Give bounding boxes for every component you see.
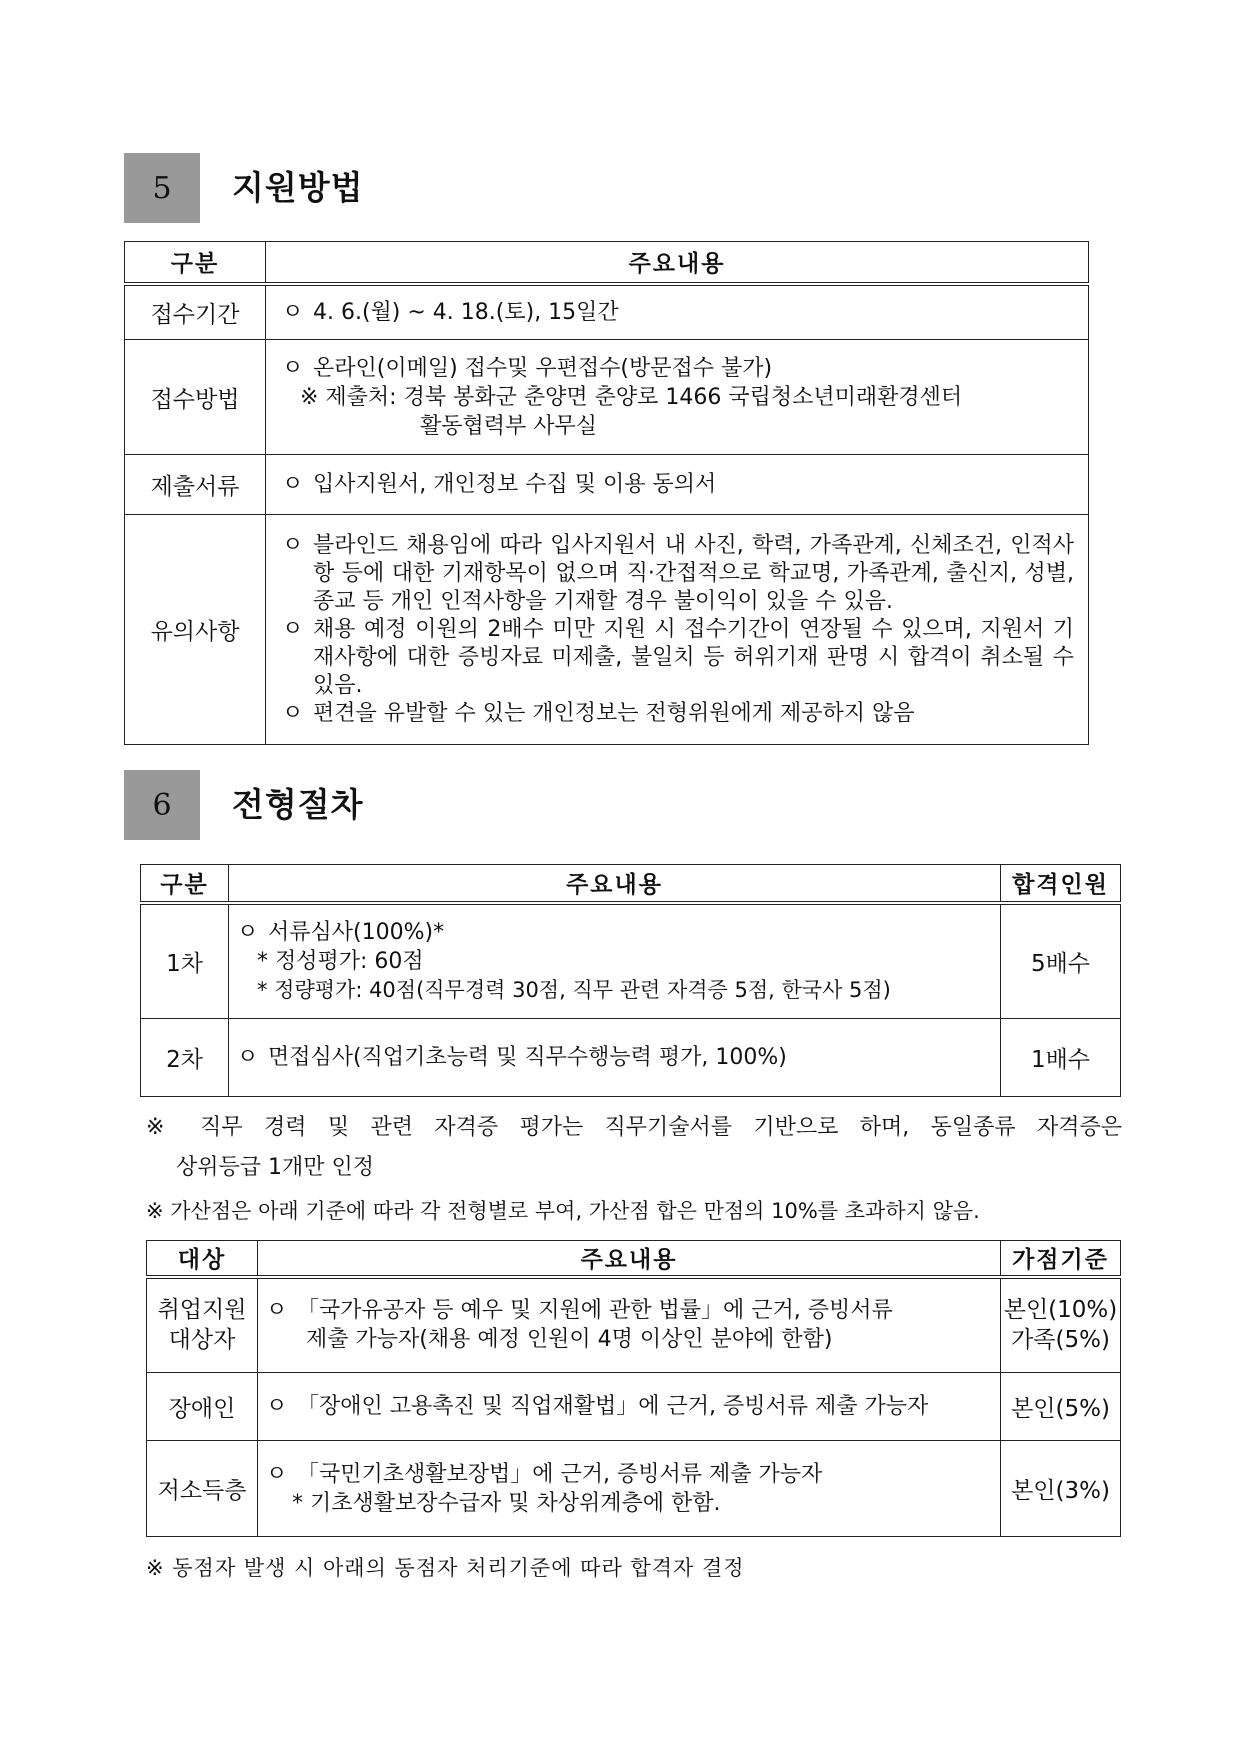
bonus-content: 제출 가능자(채용 예정 인원이 4명 이상인 분야에 한함)	[306, 1327, 833, 1353]
table-row: 유의사항 ㅇ 블라인드 채용임에 따라 입사지원서 내 사진, 학력, 가족관계, 신체조건, 인적사항 등에 대한 기재항목이 없으며 직·간접적으로 학교명, 가족관계, 출신지, 성별, 종교 등 개인 인적사항을 기재할 경우 불이익이 있을 수 있음. ㅇ 채용 예정 이원의 2배수 미만 지원 시 접수기간이 연장될 수 있으며, 지원서 기재사항에 대한 증빙자료 미제출, 불일치 등 허위기재 판명 시 합격이 취소될 수 있음. ㅇ 편견을 유발할 수 있는 개인정보는 전형위원에게 제공하지 않음	[125, 515, 1089, 745]
column-header-target: 대상	[147, 1241, 258, 1277]
note-tie-breaking: ※ 동점자 발생 시 아래의 동점자 처리기준에 따라 합격자 결정	[146, 1556, 745, 1580]
table-row: 2차 ㅇ 면접심사(직업기초능력 및 직무수행능력 평가, 100%) 1배수	[141, 1019, 1121, 1097]
selection-procedure-table	[140, 864, 1121, 1097]
target-label: 저소득층	[147, 1441, 258, 1537]
row-label: 제출서류	[125, 455, 266, 515]
interview-screening: 면접심사(직업기초능력 및 직무수행능력 평가, 100%)	[268, 1045, 787, 1070]
section-6-title: 전형절차	[232, 785, 364, 824]
quantitative-score: * 정량평가: 40점(직무경력 30점, 직무 관련 자격증 5점, 한국사 5점)	[257, 977, 891, 1002]
section-6-heading	[124, 770, 724, 840]
application-method-table	[124, 241, 1089, 745]
bonus-content: 「국민기초생활보장법」에 근거, 증빙서류 제출 가능자	[297, 1461, 823, 1487]
target-label: 장애인	[147, 1373, 258, 1441]
column-header-category: 구분	[141, 865, 229, 903]
note-bonus-points: ※ 가산점은 아래 기준에 따라 각 전형별로 부여, 가산점 합은 만점의 10%를 초과하지 않음.	[146, 1199, 980, 1223]
column-header-criteria: 가점기준	[1001, 1241, 1121, 1277]
column-header-content: 주요내용	[266, 242, 1089, 284]
bonus-content: 「국가유공자 등 예우 및 지원에 관한 법률」에 근거, 증빙서류	[297, 1298, 893, 1324]
bonus-points-table	[146, 1240, 1121, 1537]
row-label: 접수방법	[125, 340, 266, 455]
section-5-number: 5	[124, 153, 200, 223]
method-text: 온라인(이메일) 접수및 우편접수(방문접수 불가)	[313, 355, 773, 381]
submission-office: 활동협력부 사무실	[420, 413, 598, 439]
bonus-criteria: 본인(3%)	[1001, 1441, 1121, 1537]
period-text: 4. 6.(월) ~ 4. 18.(토), 15일간	[313, 299, 619, 325]
column-header-content: 주요내용	[258, 1241, 1001, 1277]
caution-item: 채용 예정 이원의 2배수 미만 지원 시 접수기간이 연장될 수 있으며, 지원서 기재사항에 대한 증빙자료 미제출, 불일치 등 허위기재 판명 시 합격이 취소될 수 있음.	[313, 616, 1074, 698]
qualitative-score: * 정성평가: 60점	[257, 948, 424, 974]
table-row: 접수방법 ㅇ 온라인(이메일) 접수및 우편접수(방문접수 불가) ※ 제출처: 경북 봉화군 춘양면 춘양로 1466 국립청소년미래환경센터 활동협력부 사무실	[125, 340, 1089, 455]
table-row: 1차 ㅇ 서류심사(100%)* * 정성평가: 60점 * 정량평가: 40점(직무경력 30점, 직무 관련 자격증 5점, 한국사 5점) 5배수	[141, 903, 1121, 1019]
section-5-heading	[124, 153, 724, 223]
row-label: 2차	[141, 1019, 229, 1097]
target-label: 대상자	[168, 1327, 236, 1354]
submission-address: ※ 제출처: 경북 봉화군 춘양면 춘양로 1466 국립청소년미래환경센터	[300, 384, 963, 410]
column-header-pass-count: 합격인원	[1001, 865, 1121, 903]
section-5-title: 지원방법	[232, 168, 364, 207]
pass-count: 1배수	[1001, 1019, 1121, 1097]
table-row: 제출서류 ㅇ 입사지원서, 개인정보 수집 및 이용 동의서	[125, 455, 1089, 515]
pass-count: 5배수	[1001, 903, 1121, 1019]
bonus-content: 「장애인 고용촉진 및 직업재활법」에 근거, 증빙서류 제출 가능자	[297, 1394, 929, 1419]
target-label: 취업지원	[157, 1297, 247, 1324]
bonus-criteria: 가족(5%)	[1011, 1327, 1110, 1354]
bonus-criteria: 본인(10%)	[1003, 1297, 1118, 1324]
column-header-content: 주요내용	[229, 865, 1001, 903]
table-row: 저소득층 ㅇ 「국민기초생활보장법」에 근거, 증빙서류 제출 가능자 * 기초생활보장수급자 및 차상위계층에 한함. 본인(3%)	[147, 1441, 1121, 1537]
table-row: 장애인 ㅇ 「장애인 고용촉진 및 직업재활법」에 근거, 증빙서류 제출 가능자 본인(5%)	[147, 1373, 1121, 1441]
row-label: 1차	[141, 903, 229, 1019]
table-row: 취업지원 대상자 ㅇ 「국가유공자 등 예우 및 지원에 관한 법률」에 근거, 증빙서류 제출 가능자(채용 예정 인원이 4명 이상인 분야에 한함) 본인(10%) 가족(5%)	[147, 1277, 1121, 1373]
document-screening: 서류심사(100%)*	[268, 919, 445, 945]
row-label: 접수기간	[125, 284, 266, 340]
column-header-category: 구분	[125, 242, 266, 284]
row-label: 유의사항	[125, 515, 266, 745]
documents-text: 입사지원서, 개인정보 수집 및 이용 동의서	[313, 472, 717, 497]
bonus-criteria: 본인(5%)	[1001, 1373, 1121, 1441]
bonus-content: * 기초생활보장수급자 및 차상위계층에 한함.	[292, 1490, 721, 1516]
note-career-evaluation: ※ 직무 경력 및 관련 자격증 평가는 직무기술서를 기반으로 하며, 동일종류 자격증은 상위등급 1개만 인정	[146, 1115, 1122, 1180]
section-6-number: 6	[124, 770, 200, 840]
caution-item: 편견을 유발할 수 있는 개인정보는 전형위원에게 제공하지 않음	[313, 700, 915, 726]
caution-item: 블라인드 채용임에 따라 입사지원서 내 사진, 학력, 가족관계, 신체조건, 인적사항 등에 대한 기재항목이 없으며 직·간접적으로 학교명, 가족관계, 출신지, 성별, 종교 등 개인 인적사항을 기재할 경우 불이익이 있을 수 있음.	[313, 532, 1074, 614]
table-row: 접수기간 ㅇ 4. 6.(월) ~ 4. 18.(토), 15일간	[125, 284, 1089, 340]
